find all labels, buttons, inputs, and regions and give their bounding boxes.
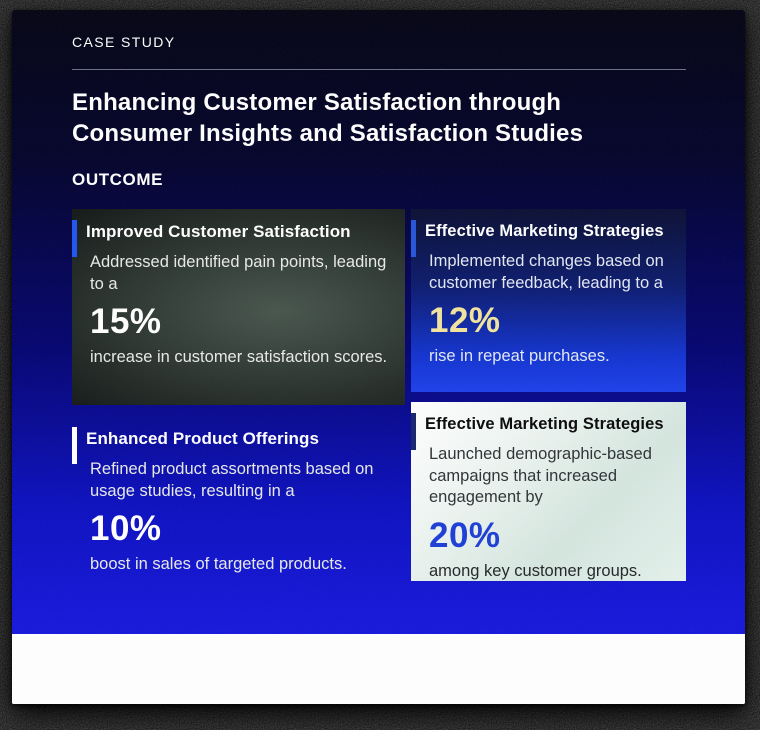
accent-bar bbox=[411, 413, 416, 450]
outcome-cards-grid bbox=[72, 209, 686, 590]
divider-line bbox=[72, 69, 686, 70]
outcome-card-enhanced-product-offerings bbox=[72, 416, 405, 590]
card-caption: increase in customer satisfaction scores. bbox=[90, 348, 388, 366]
footer-white-strip bbox=[12, 634, 745, 704]
cards-column-right bbox=[411, 209, 686, 590]
card-lead: Addressed identified pain points, leading to a bbox=[90, 253, 387, 293]
eyebrow-label: CASE STUDY bbox=[72, 34, 176, 50]
card-stat-value: 20% bbox=[429, 515, 501, 555]
case-study-main bbox=[12, 10, 745, 634]
card-caption: rise in repeat purchases. bbox=[429, 347, 610, 365]
card-stat-value: 10% bbox=[90, 509, 162, 548]
accent-bar bbox=[72, 220, 77, 257]
card-lead: Launched demographic-based campaigns that increased engagement by bbox=[429, 445, 652, 506]
card-stat-value: 15% bbox=[90, 302, 162, 341]
section-label-outcome: OUTCOME bbox=[72, 170, 164, 189]
card-title: Effective Marketing Strategies bbox=[425, 415, 664, 433]
accent-bar bbox=[72, 427, 77, 464]
cards-column-left bbox=[72, 209, 405, 590]
outcome-card-effective-marketing-strategies-2 bbox=[411, 402, 686, 581]
card-title: Enhanced Product Offerings bbox=[86, 429, 320, 448]
accent-bar bbox=[411, 220, 416, 257]
card-title: Effective Marketing Strategies bbox=[425, 222, 664, 240]
card-caption: among key customer groups. bbox=[429, 561, 642, 580]
outcome-card-effective-marketing-strategies-1 bbox=[411, 209, 686, 392]
page-title: Enhancing Customer Satisfaction through Consumer Insights and Satisfaction Studies bbox=[72, 89, 584, 147]
card-stat-value: 12% bbox=[429, 301, 501, 340]
outcome-card-improved-customer-satisfaction bbox=[72, 209, 405, 405]
card-lead: Implemented changes based on customer feedback, leading to a bbox=[429, 252, 664, 292]
card-caption: boost in sales of targeted products. bbox=[90, 555, 347, 573]
card-title: Improved Customer Satisfaction bbox=[86, 222, 351, 241]
case-study-page bbox=[12, 10, 745, 704]
card-lead: Refined product assortments based on usage studies, resulting in a bbox=[90, 460, 374, 500]
